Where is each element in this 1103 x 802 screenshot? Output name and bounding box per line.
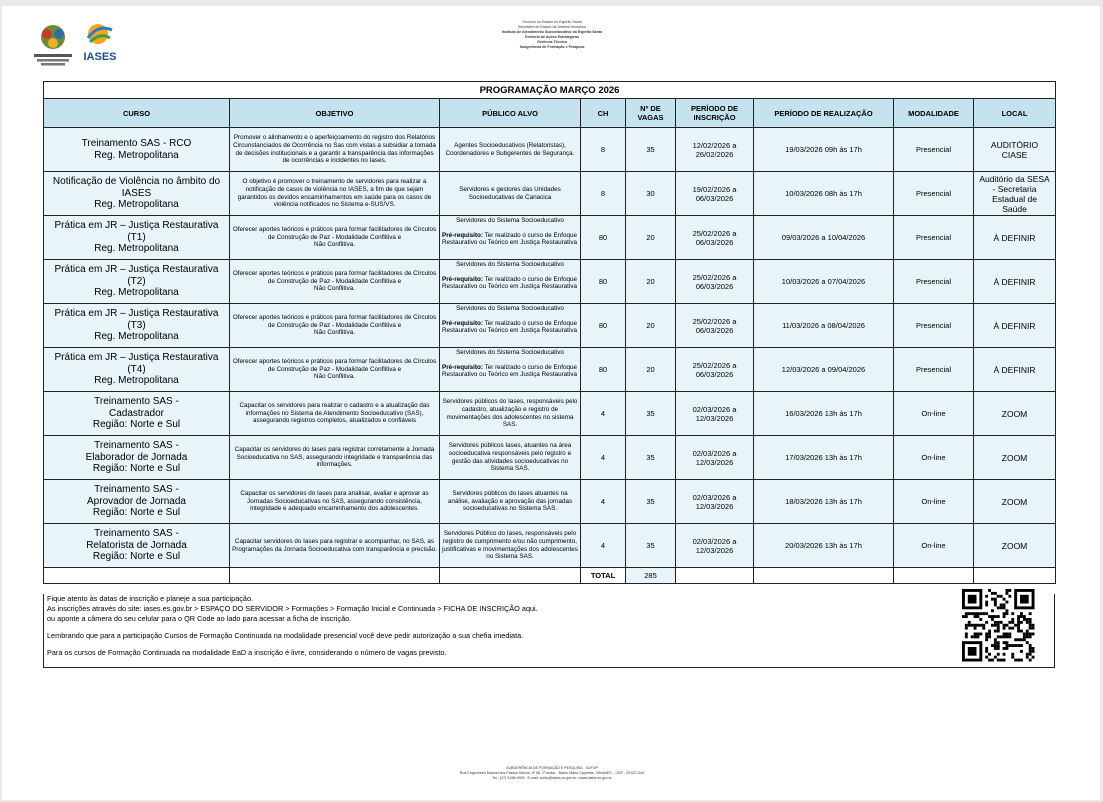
- cell-realizacao: 19/03/2026 09h às 17h: [754, 128, 894, 172]
- table-title: PROGRAMAÇÃO MARÇO 2026: [44, 82, 1056, 99]
- cell-local: ZOOM: [974, 436, 1056, 480]
- cell-vagas: 35: [626, 480, 676, 524]
- cell-publico: [440, 348, 581, 392]
- header-logos: [32, 20, 122, 68]
- cell-vagas: 35: [626, 524, 676, 568]
- cell-ch: 4: [581, 524, 626, 568]
- cell-ch: 80: [581, 216, 626, 260]
- iases-logo-text: IASES: [83, 51, 117, 63]
- header-line: Instituto de Atendimento Socioeducativo do Espírito Santo: [501, 30, 603, 34]
- cell-vagas: 35: [626, 436, 676, 480]
- table-row: [44, 436, 1056, 480]
- iases-logo: [78, 20, 122, 68]
- cell-publico: [440, 260, 581, 304]
- cell-objetivo: O objetivo é promover o treinamento de servidores para realizar a notificação de casos de violência no IASES, a fim de que sejam garantidos os devidos encaminhamentos em saúde para os casos de violência notificados no Sistema e-SUS/VS.: [230, 172, 440, 216]
- cell-curso: Prática em JR – Justiça Restaurativa (T4) Reg. Metropolitana: [44, 348, 230, 392]
- table-row: [44, 524, 1056, 568]
- cell-modalidade: On-line: [894, 392, 974, 436]
- note-line: Para os cursos de Formação Continuada na modalidade EaD a inscrição é livre, considerando o número de vagas previsto.: [47, 648, 447, 657]
- cell-vagas: 20: [626, 216, 676, 260]
- cell-publico: Servidores e gestores das Unidades Socioeducativas de Cariacica: [440, 172, 581, 216]
- table-row: [44, 480, 1056, 524]
- cell-curso: Treinamento SAS - RCO Reg. Metropolitana: [44, 128, 230, 172]
- publico-head: Servidores do Sistema Socioeducativo: [456, 349, 564, 356]
- cell-ch: 80: [581, 304, 626, 348]
- cell-local: ZOOM: [974, 524, 1056, 568]
- table-row: [44, 304, 1056, 348]
- cell-modalidade: Presencial: [894, 348, 974, 392]
- table-row: [44, 216, 1056, 260]
- cell-objetivo: Capacitar servidores do Iases para registrar e acompanhar, no SAS, as Programações da Jornada Socioeducativa com transparência e precisão.: [230, 524, 440, 568]
- cell-local: ZOOM: [974, 480, 1056, 524]
- cell-inscricao: 25/02/2026 a 06/03/2026: [676, 304, 754, 348]
- header-local: LOCAL: [974, 99, 1056, 128]
- cell-objetivo: Capacitar os servidores do Iases para analisar, avaliar e aprovar as Jornadas Socioeducativas no SAS, assegurando consistência, integridade e adequado encaminhamento dos adolescentes.: [230, 480, 440, 524]
- document-page: [2, 6, 1100, 800]
- cell-publico: Servidores Público do Iases, responsáveis pelo registro de cumprimento e/ou não cumprimento, justificativas e movimentações dos adolescentes no Sistema SAS.: [440, 524, 581, 568]
- cell-publico: Agentes Socioeducativos (Relatoristas), Coordenadores e Subgerentes de Segurança.: [440, 128, 581, 172]
- header-curso: CURSO: [44, 99, 230, 128]
- cell-local: À DEFINIR: [974, 348, 1056, 392]
- prerequisite-label: Pré-requisito:: [442, 363, 483, 371]
- total-empty: [974, 568, 1056, 584]
- cell-realizacao: 18/03/2026 13h às 17h: [754, 480, 894, 524]
- table-row: [44, 260, 1056, 304]
- total-empty: [44, 568, 230, 584]
- cell-curso: Prática em JR – Justiça Restaurativa (T2) Reg. Metropolitana: [44, 260, 230, 304]
- cell-objetivo: Promover o alinhamento e o aperfeiçoamento do registro dos Relatórios Circunstanciados de Ocorrência no Sas com vistas a subsidiar a tomada de decisões institucionais e a garantir a transparência das informações de ocorrências e incidentes no Iases.: [230, 128, 440, 172]
- note-line: ou aponte a câmera do seu celular para o QR Code ao lado para acessar a ficha de inscrição.: [47, 614, 352, 623]
- sedh-logo: [32, 20, 74, 68]
- cell-local: À DEFINIR: [974, 260, 1056, 304]
- cell-publico: [440, 304, 581, 348]
- qr-code-icon[interactable]: [960, 589, 1040, 663]
- prerequisite-label: Pré-requisito:: [442, 319, 483, 327]
- cell-modalidade: On-line: [894, 480, 974, 524]
- total-empty: [894, 568, 974, 584]
- footer-line: Rua Engenheiro Manoel dos Passos Barros, nº 58, 2º andar - Bairro Mário Cypreste, Vitória/ES – CEP - 29.027-240: [459, 771, 645, 775]
- header-inscricao: PERÍODO DE INSCRIÇÃO: [676, 99, 754, 128]
- cell-realizacao: 10/03/2026 08h às 17h: [754, 172, 894, 216]
- cell-realizacao: 20/03/2026 13h às 17h: [754, 524, 894, 568]
- cell-objetivo: Oferecer aportes teóricos e práticos para formar facilitadores de Círculos de Construção de Paz - Modalidade Conflitiva e Não Conflitiva.: [230, 348, 440, 392]
- cell-ch: 80: [581, 260, 626, 304]
- header-line: Subgerência de Formação e Pesquisa: [519, 45, 585, 49]
- total-empty: [754, 568, 894, 584]
- cell-ch: 4: [581, 392, 626, 436]
- cell-modalidade: Presencial: [894, 304, 974, 348]
- cell-objetivo: Oferecer aportes teóricos e práticos para formar facilitadores de Círculos de Construção de Paz - Modalidade Conflitiva e Não Conflitiva.: [230, 260, 440, 304]
- cell-modalidade: Presencial: [894, 172, 974, 216]
- cell-vagas: 35: [626, 128, 676, 172]
- notes-box: [43, 594, 1055, 668]
- institution-header: [382, 20, 722, 50]
- prerequisite-text: Ter realizado o curso de Enfoque Restaurativo ou Teórico em Justiça Restaurativa: [442, 231, 577, 247]
- prerequisite-label: Pré-requisito:: [442, 275, 483, 283]
- header-line: Diretoria de Ações Estratégicas: [525, 35, 579, 39]
- cell-curso: Prática em JR – Justiça Restaurativa (T1) Reg. Metropolitana: [44, 216, 230, 260]
- cell-curso: Treinamento SAS - Elaborador de Jornada Região: Norte e Sul: [44, 436, 230, 480]
- cell-inscricao: 02/03/2026 a 12/03/2026: [676, 392, 754, 436]
- table-row: [44, 172, 1056, 216]
- cell-inscricao: 02/03/2026 a 12/03/2026: [676, 524, 754, 568]
- cell-vagas: 20: [626, 260, 676, 304]
- cell-objetivo: Capacitar os servidores para realizar o cadastro e a atualização das informações no Sistema de Atendimento Socioeducativo (SAS), assegurando registros completos, atualizados e confiáveis: [230, 392, 440, 436]
- note-line: As inscrições através do site: iases.es.gov.br > ESPAÇO DO SERVIDOR > Formações > Formação Inicial e Continuada > FICHA DE INSCRIÇÃO aqui.: [47, 604, 538, 613]
- header-publico: PÚBLICO ALVO: [440, 99, 581, 128]
- cell-realizacao: 17/03/2026 13h às 17h: [754, 436, 894, 480]
- note-line: Fique atento às datas de inscrição e planeje a sua participação.: [47, 594, 254, 603]
- schedule-table: [43, 81, 1056, 584]
- cell-realizacao: 12/03/2026 a 09/04/2026: [754, 348, 894, 392]
- cell-local: Auditório da SESA - Secretaria Estadual de Saúde: [974, 172, 1056, 216]
- publico-head: Servidores do Sistema Socioeducativo: [456, 305, 564, 312]
- cell-objetivo: Oferecer aportes teóricos e práticos para formar facilitadores de Círculos de Construção de Paz - Modalidade Conflitiva e Não Conflitiva.: [230, 304, 440, 348]
- prerequisite-text: Ter realizado o curso de Enfoque Restaurativo ou Teórico em Justiça Restaurativa: [442, 275, 577, 291]
- cell-ch: 4: [581, 436, 626, 480]
- header-objetivo: OBJETIVO: [230, 99, 440, 128]
- cell-inscricao: 12/02/2026 a 26/02/2026: [676, 128, 754, 172]
- prerequisite-text: Ter realizado o curso de Enfoque Restaurativo ou Teórico em Justiça Restaurativa: [442, 319, 577, 335]
- prerequisite-label: Pré-requisito:: [442, 231, 483, 239]
- footer-line: Tel.: (27) 3198-0905 - E-mail: sufop@iases.es.gov.br • www.iases.es.gov.br: [492, 776, 612, 780]
- header-realizacao: PERÍODO DE REALIZAÇÃO: [754, 99, 894, 128]
- cell-modalidade: Presencial: [894, 128, 974, 172]
- table-row: [44, 128, 1056, 172]
- cell-vagas: 30: [626, 172, 676, 216]
- cell-inscricao: 02/03/2026 a 12/03/2026: [676, 436, 754, 480]
- cell-vagas: 35: [626, 392, 676, 436]
- cell-inscricao: 25/02/2026 a 06/03/2026: [676, 216, 754, 260]
- total-empty: [440, 568, 581, 584]
- cell-modalidade: On-line: [894, 524, 974, 568]
- header-line: Gerência Técnica: [537, 40, 567, 44]
- cell-realizacao: 09/03/2026 a 10/04/2026: [754, 216, 894, 260]
- cell-inscricao: 02/03/2026 a 12/03/2026: [676, 480, 754, 524]
- cell-modalidade: On-line: [894, 436, 974, 480]
- cell-local: À DEFINIR: [974, 216, 1056, 260]
- prerequisite-text: Ter realizado o curso de Enfoque Restaurativo ou Teórico em Justiça Restaurativa: [442, 363, 577, 379]
- header-ch: CH: [581, 99, 626, 128]
- cell-curso: Treinamento SAS - Cadastrador Região: Norte e Sul: [44, 392, 230, 436]
- cell-curso: Notificação de Violência no âmbito do IASES Reg. Metropolitana: [44, 172, 230, 216]
- cell-curso: Treinamento SAS - Aprovador de Jornada Região: Norte e Sul: [44, 480, 230, 524]
- total-empty: [676, 568, 754, 584]
- cell-publico: Servidores públicos do Iases, responsáveis pelo cadastro, atualização e registro de movimentações dos adolescentes no sistema SAS.: [440, 392, 581, 436]
- cell-local: À DEFINIR: [974, 304, 1056, 348]
- cell-inscricao: 25/02/2026 a 06/03/2026: [676, 260, 754, 304]
- cell-local: ZOOM: [974, 392, 1056, 436]
- footer-line: SUBGERÊNCIA DE FORMAÇÃO E PESQUISA - SUFOP: [506, 766, 598, 770]
- table-row: [44, 392, 1056, 436]
- publico-head: Servidores do Sistema Socioeducativo: [456, 261, 564, 268]
- cell-objetivo: Capacitar os servidores do Iases para registrar corretamente a Jornada Socioeducativa no SAS, assegurando integridade e transparência das informações.: [230, 436, 440, 480]
- header-line: Secretaria de Estado de Direitos Humanos: [517, 25, 587, 29]
- cell-publico: Servidores públicos Iases, atuantes na área socioeducativa responsáveis pelo registro e gestão das atividades socioeducativas no Sistema SAS.: [440, 436, 581, 480]
- total-label: TOTAL: [581, 568, 626, 584]
- cell-ch: 80: [581, 348, 626, 392]
- cell-publico: Servidores públicos do Iases atuantes na análise, avaliação e aprovação das jornadas socioeducativas no Sistema SAS.: [440, 480, 581, 524]
- publico-head: Servidores do Sistema Socioeducativo: [456, 217, 564, 224]
- total-value: 285: [626, 568, 676, 584]
- header-modalidade: MODALIDADE: [894, 99, 974, 128]
- cell-objetivo: Oferecer aportes teóricos e práticos para formar facilitadores de Círculos de Construção de Paz - Modalidade Conflitiva e Não Conflitiva.: [230, 216, 440, 260]
- cell-curso: Prática em JR – Justiça Restaurativa (T3) Reg. Metropolitana: [44, 304, 230, 348]
- cell-publico: [440, 216, 581, 260]
- cell-ch: 8: [581, 128, 626, 172]
- cell-inscricao: 25/02/2026 a 06/03/2026: [676, 348, 754, 392]
- note-line: Lembrando que para a participação Cursos de Formação Continuada na modalidade presencial você deve pedir autorização a sua chefia imediata.: [47, 631, 524, 640]
- cell-realizacao: 16/03/2026 13h às 17h: [754, 392, 894, 436]
- cell-ch: 4: [581, 480, 626, 524]
- total-empty: [230, 568, 440, 584]
- cell-modalidade: Presencial: [894, 216, 974, 260]
- cell-realizacao: 11/03/2026 a 08/04/2026: [754, 304, 894, 348]
- cell-modalidade: Presencial: [894, 260, 974, 304]
- cell-inscricao: 19/02/2026 a 06/03/2026: [676, 172, 754, 216]
- cell-vagas: 20: [626, 348, 676, 392]
- cell-vagas: 20: [626, 304, 676, 348]
- document-footer: [382, 766, 722, 781]
- cell-ch: 8: [581, 172, 626, 216]
- header-line: Governo do Estado do Espírito Santo: [522, 20, 582, 24]
- cell-realizacao: 10/03/2026 a 07/04/2026: [754, 260, 894, 304]
- cell-local: AUDITÓRIO CIASE: [974, 128, 1056, 172]
- cell-curso: Treinamento SAS - Relatorista de Jornada Região: Norte e Sul: [44, 524, 230, 568]
- table-row: [44, 348, 1056, 392]
- header-vagas: Nº DE VAGAS: [626, 99, 676, 128]
